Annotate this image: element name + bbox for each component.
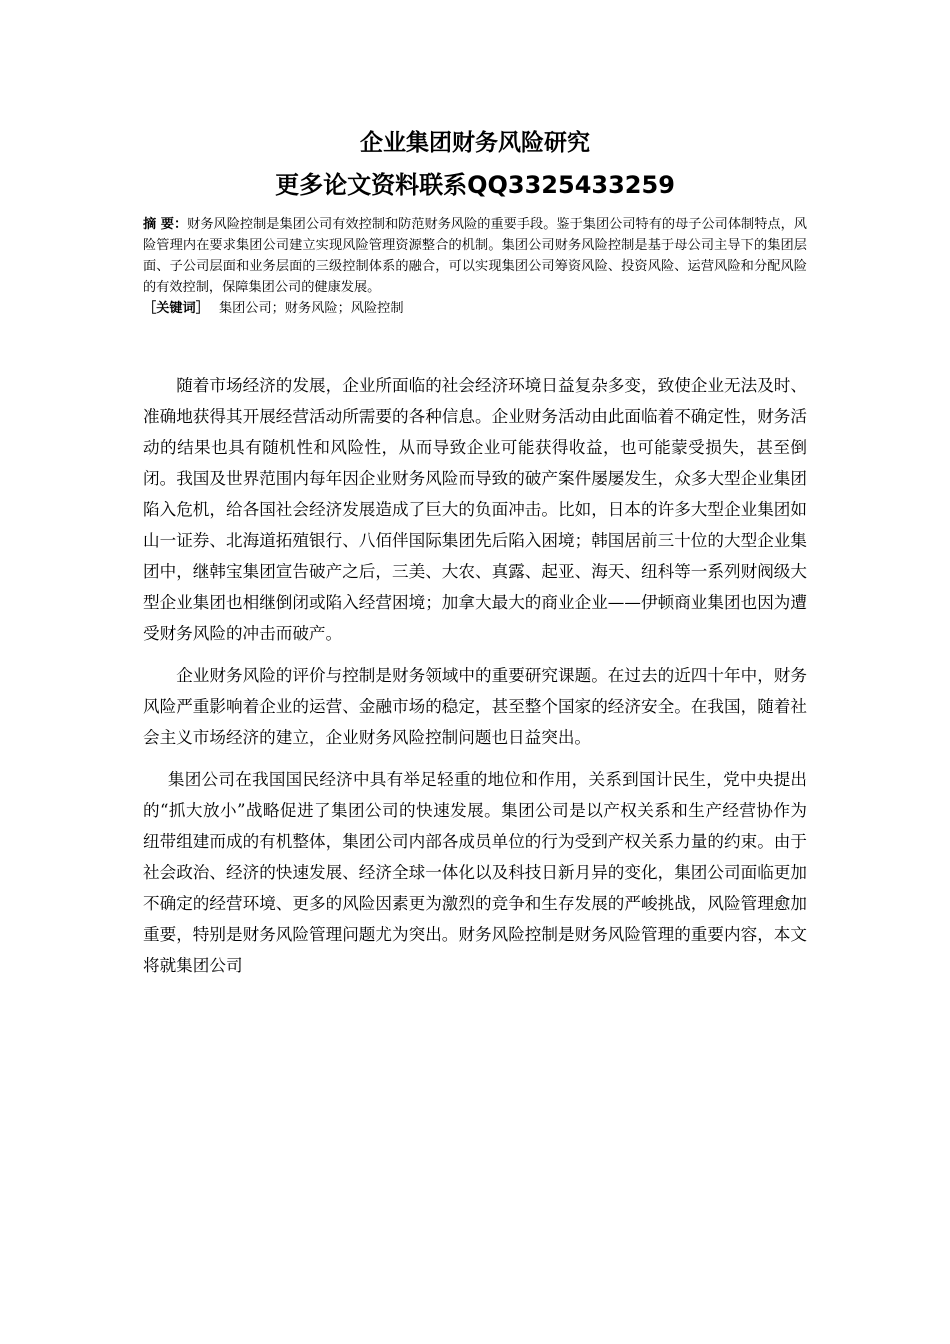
body-paragraph: 企业财务风险的评价与控制是财务领域中的重要研究课题。在过去的近四十年中，财务风险严重影响着企业的运营、金融市场的稳定，甚至整个国家的经济安全。在我国，随着社会主义市场经济的建立，企业财务风险控制问题也日益突出。 <box>143 666 807 747</box>
document-body <box>143 370 807 981</box>
abstract-label: 摘 要： <box>143 217 188 232</box>
abstract-text: 财务风险控制是集团公司有效控制和防范财务风险的重要手段。鉴于集团公司特有的母子公司体制特点，风险管理内在要求集团公司建立实现风险管理资源整合的机制。集团公司财务风险控制是基于母公司主导下的集团层面、子公司层面和业务层面的三级控制体系的融合，可以实现集团公司筹资风险、投资风险、运营风险和分配风险的有效控制，保障集团公司的健康发展。 <box>143 217 807 295</box>
document-page <box>143 128 807 992</box>
keywords <box>143 298 807 319</box>
document-subtitle: 更多论文资料联系QQ3325433259 <box>275 171 675 199</box>
abstract <box>143 214 807 298</box>
keywords-label: ［关键词］ <box>143 301 209 316</box>
keywords-text: 集团公司；财务风险；风险控制 <box>218 301 404 316</box>
body-paragraph: 随着市场经济的发展，企业所面临的社会经济环境日益复杂多变，致使企业无法及时、准确地获得其开展经营活动所需要的各种信息。企业财务活动由此面临着不确定性，财务活动的结果也具有随机性和风险性，从而导致企业可能获得收益，也可能蒙受损失，甚至倒闭。我国及世界范围内每年因企业财务风险而导致的破产案件屡屡发生，众多大型企业集团陷入危机，给各国社会经济发展造成了巨大的负面冲击。比如，日本的许多大型企业集团如山一证券、北海道拓殖银行、八佰伴国际集团先后陷入困境；韩国居前三十位的大型企业集团中，继韩宝集团宣告破产之后，三美、大农、真露、起亚、海天、纽科等一系列财阀级大型企业集团也相继倒闭或陷入经营困境；加拿大最大的商业企业——伊顿商业集团也因为遭受财务风险的冲击而破产。 <box>143 376 807 643</box>
body-paragraph: 集团公司在我国国民经济中具有举足轻重的地位和作用，关系到国计民生，党中央提出的“抓大放小”战略促进了集团公司的快速发展。集团公司是以产权关系和生产经营协作为纽带组建而成的有机整体，集团公司内部各成员单位的行为受到产权关系力量的约束。由于社会政治、经济的快速发展、经济全球一体化以及科技日新月异的变化，集团公司面临更加不确定的经营环境、更多的风险因素更为激烈的竞争和生存发展的严峻挑战，风险管理愈加重要，特别是财务风险管理问题尤为突出。财务风险控制是财务风险管理的重要内容，本文将就集团公司 <box>143 770 807 975</box>
document-title: 企业集团财务风险研究 <box>360 130 590 156</box>
